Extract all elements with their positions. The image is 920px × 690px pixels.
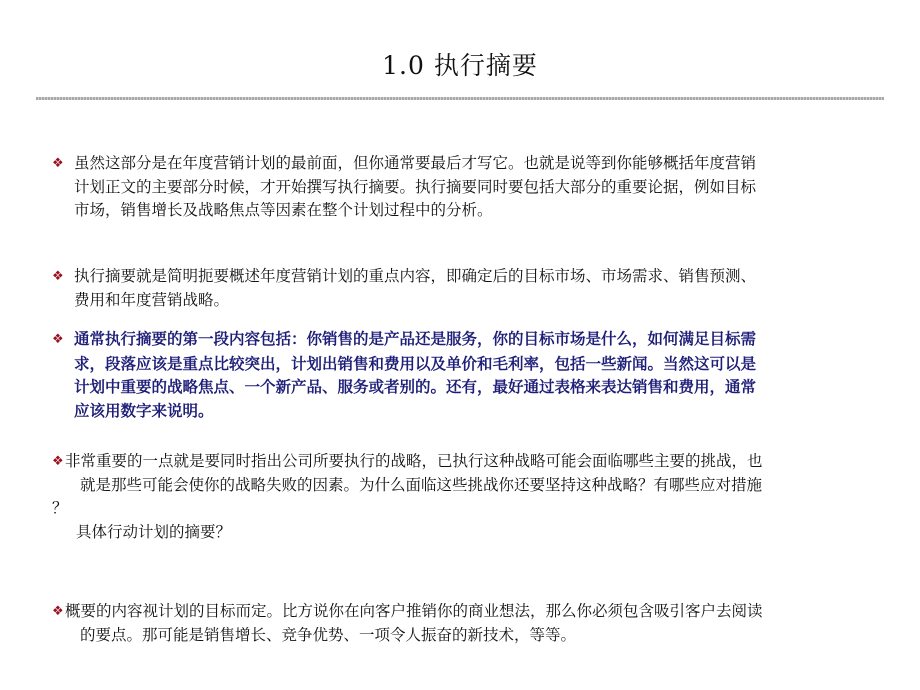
paragraph-2	[52, 265, 872, 312]
paragraph-1-line-3: 市场，销售增长及战略焦点等因素在整个计划过程中的分析。	[74, 201, 493, 219]
paragraph-2-line-2: 费用和年度营销战略。	[74, 290, 230, 309]
paragraph-4-line-3: ？	[52, 499, 68, 517]
paragraph-3-line-2: 求，段落应该是重点比较突出，计划出销售和费用以及单价和毛利率，包括一些新闻。当然这可以是	[74, 353, 757, 373]
paragraph-5	[52, 600, 872, 647]
paragraph-3-highlight	[52, 327, 872, 422]
diamond-bullet-icon: ❖	[52, 269, 64, 284]
paragraph-1-line-1: 虽然这部分是在年度营销计划的最前面，但你通常要最后才写它。也就是说等到你能够概括年度营销	[74, 154, 757, 172]
paragraph-3-line-4: 应该用数字来说明。	[74, 400, 214, 420]
paragraph-3-line-3: 计划中重要的战略焦点、一个新产品、服务或者别的。还有，最好通过表格来表达销售和费用，通常	[74, 377, 757, 396]
paragraph-1-line-2: 计划正文的主要部分时候，才开始撰写执行摘要。执行摘要同时要包括大部分的重要论据，例如目标	[74, 177, 757, 196]
paragraph-5-line-1: 概要的内容视计划的目标而定。比方说你在向客户推销你的商业想法，那么你必须包含吸引客户去阅读	[65, 602, 763, 620]
diamond-bullet-icon: ❖	[52, 604, 64, 619]
paragraph-2-line-1: 执行摘要就是简明扼要概述年度营销计划的重点内容，即确定后的目标市场、市场需求、销售预测、	[74, 267, 757, 285]
paragraph-1	[52, 152, 872, 223]
diamond-bullet-icon: ❖	[52, 156, 64, 171]
diamond-bullet-icon: ❖	[52, 454, 64, 469]
paragraph-5-line-2: 的要点。那可能是销售增长、竞争优势、一项令人振奋的新技术，等等。	[80, 625, 577, 644]
paragraph-4	[52, 450, 872, 544]
page-title: 1.0 执行摘要	[382, 51, 538, 80]
paragraph-4-line-4: 具体行动计划的摘要？	[76, 522, 232, 541]
title-divider	[36, 97, 884, 100]
diamond-bullet-icon: ❖	[52, 332, 64, 347]
paragraph-3-line-1: 通常执行摘要的第一段内容包括：你销售的是产品还是服务，你的目标市场是什么，如何满足目标需	[74, 329, 757, 348]
paragraph-4-line-1: 非常重要的一点就是要同时指出公司所要执行的战略，已执行这种战略可能会面临哪些主要的挑战，也	[65, 452, 763, 470]
paragraph-4-line-2: 就是那些可能会使你的战略失败的因素。为什么面临这些挑战你还要坚持这种战略？有哪些应对措施	[80, 475, 763, 494]
